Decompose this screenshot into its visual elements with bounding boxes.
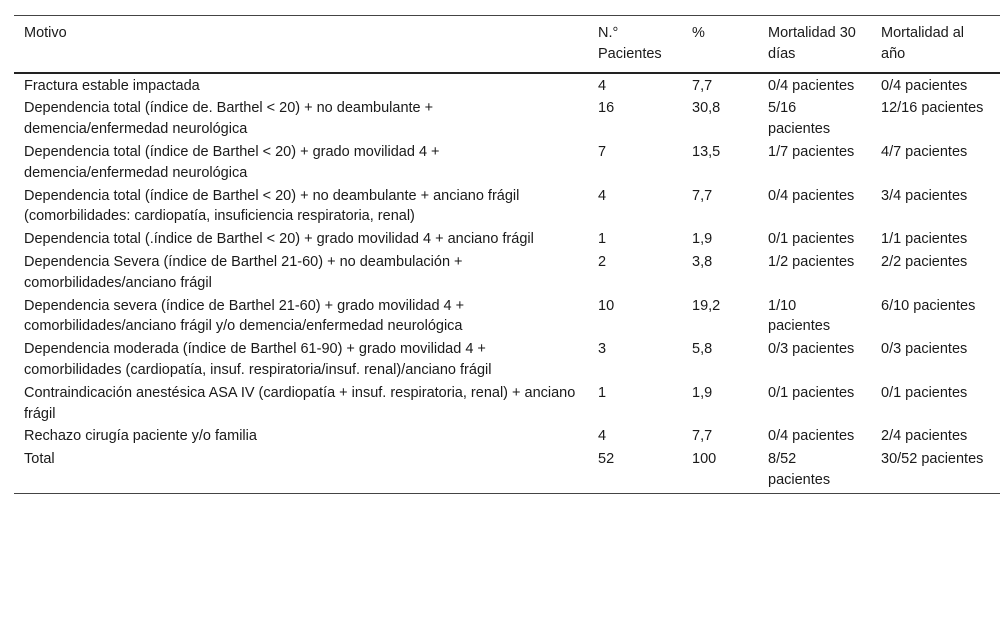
cell-motivo: Dependencia severa (índice de Barthel 21-60) + grado movilidad 4 + comorbilidades/anciano frágil y/o demencia/enfermedad neurológica bbox=[24, 297, 465, 335]
cell-mortalidad-30: 0/3 pacientes bbox=[768, 341, 855, 358]
cell-mortalidad-ano: 0/3 pacientes bbox=[881, 341, 968, 358]
cell-pacientes: 1 bbox=[598, 231, 607, 248]
cell-mortalidad-ano: 1/1 pacientes bbox=[881, 231, 968, 248]
cell-motivo: Contraindicación anestésica ASA IV (cardiopatía + insuf. respiratoria, renal) + anciano frágil bbox=[24, 384, 576, 422]
cell-mortalidad-ano: 2/4 pacientes bbox=[881, 428, 968, 445]
cell-porcentaje: 1,9 bbox=[692, 231, 713, 248]
cell-pacientes: 4 bbox=[598, 428, 607, 445]
cell-motivo: Dependencia total (.índice de Barthel < 20) + grado movilidad 4 + anciano frágil bbox=[24, 231, 534, 248]
table-row bbox=[14, 251, 1000, 295]
table-row bbox=[14, 295, 1000, 339]
cell-porcentaje: 13,5 bbox=[692, 143, 721, 160]
cell-pacientes: 16 bbox=[598, 100, 615, 117]
cell-mortalidad-ano: 2/2 pacientes bbox=[881, 253, 968, 270]
header-motivo: Motivo bbox=[14, 16, 588, 73]
cell-mortalidad-ano: 0/1 pacientes bbox=[881, 384, 968, 401]
table-row bbox=[14, 228, 1000, 251]
cell-mortalidad-ano: 3/4 pacientes bbox=[881, 187, 968, 204]
cell-motivo: Dependencia moderada (índice de Barthel 61-90) + grado movilidad 4 + comorbilidades (cardiopatía, insuf. respiratoria/insuf. renal)/anciano frágil bbox=[24, 341, 492, 378]
cell-mortalidad-ano: 4/7 pacientes bbox=[881, 143, 968, 160]
cell-porcentaje: 3,8 bbox=[692, 253, 713, 270]
cell-mortalidad-30: 0/4 pacientes bbox=[768, 187, 855, 204]
cell-porcentaje: 7,7 bbox=[692, 187, 713, 204]
table-row bbox=[14, 425, 1000, 448]
table-row bbox=[14, 97, 1000, 141]
table-row bbox=[14, 338, 1000, 382]
cell-pacientes: 4 bbox=[598, 77, 607, 94]
cell-porcentaje: 30,8 bbox=[692, 100, 721, 117]
cell-mortalidad-ano: 0/4 pacientes bbox=[881, 77, 968, 94]
table-row bbox=[14, 448, 1000, 493]
cell-mortalidad-30: 0/4 pacientes bbox=[768, 77, 855, 94]
header-porcentaje: % bbox=[682, 16, 758, 73]
cell-motivo: Rechazo cirugía paciente y/o familia bbox=[24, 428, 257, 445]
cell-mortalidad-ano: 6/10 pacientes bbox=[881, 297, 976, 314]
cell-mortalidad-30: 1/2 pacientes bbox=[768, 253, 855, 270]
header-mortalidad-ano: Mortalidad al año bbox=[871, 16, 1000, 73]
cell-pacientes: 2 bbox=[598, 253, 607, 270]
header-mortalidad-30: Mortalidad 30 días bbox=[758, 16, 871, 73]
cell-motivo: Dependencia total (índice de Barthel < 20) + no deambulante + anciano frágil (comorbilidades: cardiopatía, insuficiencia respiratoria, renal) bbox=[24, 187, 520, 225]
cell-motivo: Dependencia Severa (índice de Barthel 21-60) + no deambulación + comorbilidades/anciano frágil bbox=[24, 253, 463, 291]
cell-pacientes: 52 bbox=[588, 448, 682, 493]
cell-motivo: Dependencia total (índice de Barthel < 20) + grado movilidad 4 + demencia/enfermedad neurológica bbox=[24, 143, 440, 181]
table-row bbox=[14, 73, 1000, 98]
cell-motivo: Fractura estable impactada bbox=[24, 77, 200, 94]
cell-porcentaje: 7,7 bbox=[692, 428, 713, 445]
cell-pacientes: 7 bbox=[598, 143, 607, 160]
cell-pacientes: 4 bbox=[598, 187, 607, 204]
cell-mortalidad-30: 1/7 pacientes bbox=[768, 143, 855, 160]
cell-mortalidad-30: 0/1 pacientes bbox=[768, 384, 855, 401]
header-pacientes: N.° Pacientes bbox=[588, 16, 682, 73]
table-row bbox=[14, 382, 1000, 426]
cell-motivo: Total bbox=[14, 448, 588, 493]
cell-motivo: Dependencia total (índice de. Barthel < 20) + no deambulante + demencia/enfermedad neurológica bbox=[24, 100, 434, 138]
table-header bbox=[14, 16, 1000, 73]
cell-porcentaje: 100 bbox=[682, 448, 758, 493]
cell-pacientes: 1 bbox=[598, 384, 607, 401]
table-body bbox=[14, 73, 1000, 494]
cell-porcentaje: 7,7 bbox=[692, 77, 713, 94]
cell-porcentaje: 19,2 bbox=[692, 297, 721, 314]
cell-porcentaje: 1,9 bbox=[692, 384, 713, 401]
cell-mortalidad-30: 0/1 pacientes bbox=[768, 231, 855, 248]
cell-mortalidad-30: 5/16 pacientes bbox=[768, 100, 831, 138]
motivo-table bbox=[14, 15, 1000, 494]
cell-mortalidad-ano: 12/16 pacientes bbox=[881, 100, 984, 117]
cell-mortalidad-30: 8/52 pacientes bbox=[758, 448, 871, 493]
cell-porcentaje: 5,8 bbox=[692, 341, 713, 358]
header-row bbox=[14, 16, 1000, 73]
cell-mortalidad-30: 0/4 pacientes bbox=[768, 428, 855, 445]
cell-mortalidad-30: 1/10 pacientes bbox=[768, 297, 831, 335]
table-row bbox=[14, 141, 1000, 185]
table-row bbox=[14, 185, 1000, 229]
cell-mortalidad-ano: 30/52 pacientes bbox=[871, 448, 1000, 493]
cell-pacientes: 10 bbox=[598, 297, 615, 314]
cell-pacientes: 3 bbox=[598, 341, 607, 358]
